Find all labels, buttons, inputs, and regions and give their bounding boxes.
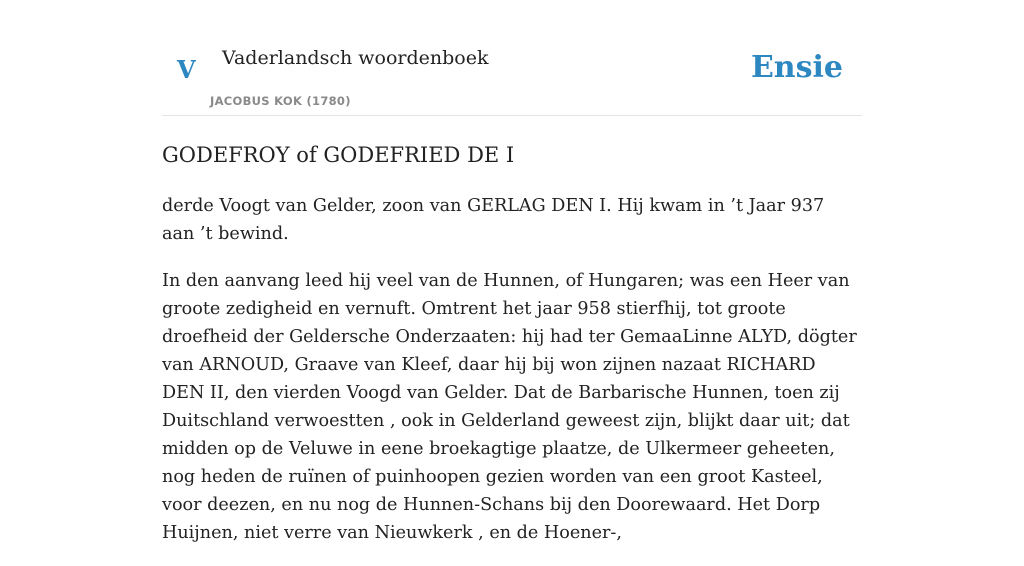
entry-paragraph: derde Voogt van Gelder, zoon van GERLAG DEN I. Hij kwam in ’t Jaar 937 aan ’t bewind. xyxy=(162,196,825,244)
page-header xyxy=(162,0,862,116)
book-author: JACOBUS KOK (1780) xyxy=(210,94,351,108)
page-container xyxy=(162,0,862,543)
book-letter-icon[interactable]: V xyxy=(177,55,196,84)
entry-title: GODEFROY of GODEFRIED DE I xyxy=(162,143,515,167)
book-title-link[interactable]: Vaderlandsch woordenboek xyxy=(222,47,489,69)
entry-body xyxy=(162,192,862,566)
entry-paragraph: In den aanvang leed hij veel van de Hunnen, of Hungaren; was een Heer van groote zedigheid en vernuft. Omtrent het jaar 958 stierfhij, tot groote droefheid der Geldersche Onderzaaten: hij had ter GemaaLinne ALYD, dögter van ARNOUD, Graave van Kleef, daar hij bij won zijnen nazaat RICHARD DEN II, den vierden Voogd van Gelder. Dat de Barbarische Hunnen, toen zij Duitschland verwoestten , ook in Gelderland geweest zijn, blijkt daar uit; dat midden op de Veluwe in eene broekagtige plaatze, de Ulkermeer geheeten, nog heden de ruïnen of puinhoopen gezien worden van een groot Kasteel, voor deezen, en nu nog de Hunnen-Schans bij den Doorewaard. Het Dorp Huijnen, niet verre van Nieuwkerk , en de Hoener-, xyxy=(162,271,857,543)
ensie-logo[interactable]: Ensie xyxy=(750,50,843,85)
